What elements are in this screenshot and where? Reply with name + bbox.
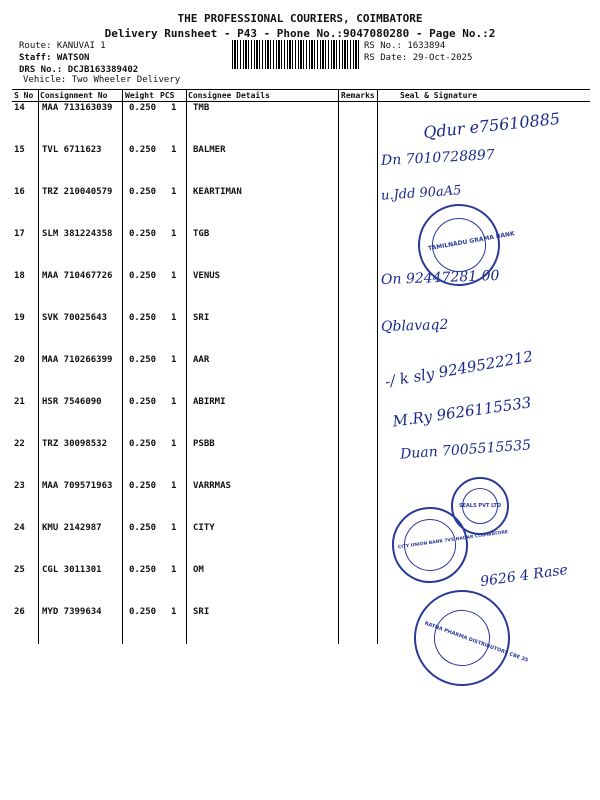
col-consignee: Consignee Details bbox=[188, 91, 270, 100]
cell-consignment: SLM 381224358 bbox=[42, 229, 113, 239]
signature-row-25: 9626 4 Rase bbox=[479, 561, 569, 591]
cell-sno: 15 bbox=[14, 145, 25, 155]
cell-sno: 18 bbox=[14, 271, 25, 281]
cell-consignment: MAA 713163039 bbox=[42, 103, 113, 113]
col-pcs: PCS bbox=[160, 91, 175, 100]
col-remarks: Remarks bbox=[341, 91, 375, 100]
cell-weight: 0.250 bbox=[129, 607, 157, 617]
cell-consignment: TRZ 30098532 bbox=[42, 439, 108, 449]
cell-pcs: 1 bbox=[171, 355, 177, 365]
cell-consignee: KEARTIMAN bbox=[193, 187, 242, 197]
cell-pcs: 1 bbox=[171, 607, 177, 617]
cell-weight: 0.250 bbox=[129, 565, 157, 575]
cell-sno: 25 bbox=[14, 565, 25, 575]
signature-row-21: M.Ry 9626115533 bbox=[391, 393, 533, 431]
col-weight: Weight bbox=[125, 91, 154, 100]
signature-row-20: -/ k sly 9249522212 bbox=[383, 347, 535, 391]
cell-sno: 14 bbox=[14, 103, 25, 113]
signature-row-15: Dn 7010728897 bbox=[380, 147, 496, 169]
cell-weight: 0.250 bbox=[129, 313, 157, 323]
cell-consignment: MAA 710467726 bbox=[42, 271, 113, 281]
cell-pcs: 1 bbox=[171, 103, 177, 113]
cell-consignee: AAR bbox=[193, 355, 210, 365]
pharma-distributors-stamp: RATNA PHARMA DISTRIBUTORS CBE 35 bbox=[400, 576, 523, 699]
vehicle-label: Vehicle: Two Wheeler Delivery bbox=[23, 75, 181, 85]
cell-sno: 21 bbox=[14, 397, 25, 407]
rs-number: RS No.: 1633894 bbox=[364, 41, 446, 51]
cell-pcs: 1 bbox=[171, 313, 177, 323]
cell-pcs: 1 bbox=[171, 145, 177, 155]
cell-pcs: 1 bbox=[171, 187, 177, 197]
cell-sno: 22 bbox=[14, 439, 25, 449]
cell-consignee: SRI bbox=[193, 313, 210, 323]
cell-consignee: TMB bbox=[193, 103, 210, 113]
cell-weight: 0.250 bbox=[129, 187, 157, 197]
column-divider bbox=[338, 89, 339, 644]
cell-pcs: 1 bbox=[171, 271, 177, 281]
route-label: Route: KANUVAI 1 bbox=[19, 41, 106, 51]
cell-weight: 0.250 bbox=[129, 355, 157, 365]
signature-row-18: On 92447281 00 bbox=[380, 267, 500, 289]
cell-consignment: CGL 3011301 bbox=[42, 565, 102, 575]
cell-sno: 17 bbox=[14, 229, 25, 239]
column-divider bbox=[122, 89, 123, 644]
cell-pcs: 1 bbox=[171, 229, 177, 239]
cell-weight: 0.250 bbox=[129, 439, 157, 449]
cell-sno: 16 bbox=[14, 187, 25, 197]
signature-row-14: Qdur e75610885 bbox=[422, 108, 561, 143]
column-divider bbox=[38, 89, 39, 644]
cell-weight: 0.250 bbox=[129, 397, 157, 407]
cell-sno: 24 bbox=[14, 523, 25, 533]
cell-consignee: TGB bbox=[193, 229, 210, 239]
cell-weight: 0.250 bbox=[129, 103, 157, 113]
cell-consignee: VARRMAS bbox=[193, 481, 231, 491]
cell-consignment: SVK 70025643 bbox=[42, 313, 108, 323]
column-divider bbox=[377, 89, 378, 644]
cell-pcs: 1 bbox=[171, 565, 177, 575]
signature-row-16: u.Jdd 90aA5 bbox=[380, 183, 462, 204]
col-seal: Seal & Signature bbox=[400, 91, 478, 100]
staff-label: Staff: WATSON bbox=[19, 53, 90, 63]
signature-row-19: Qblavaq2 bbox=[380, 316, 449, 336]
cell-consignee: CITY bbox=[193, 523, 215, 533]
table-header bbox=[12, 89, 590, 102]
cell-sno: 19 bbox=[14, 313, 25, 323]
cell-consignee: ABIRMI bbox=[193, 397, 226, 407]
cell-consignment: TVL 6711623 bbox=[42, 145, 102, 155]
cell-consignee: PSBB bbox=[193, 439, 215, 449]
cell-sno: 23 bbox=[14, 481, 25, 491]
cell-consignment: HSR 7546090 bbox=[42, 397, 102, 407]
company-title: THE PROFESSIONAL COURIERS, COIMBATORE bbox=[177, 12, 423, 25]
cell-weight: 0.250 bbox=[129, 271, 157, 281]
seals-stamp: SEALS PVT LTD bbox=[451, 477, 509, 535]
cell-sno: 26 bbox=[14, 607, 25, 617]
city-union-bank-stamp: CITY UNION BANK 7VS NAGAR COIMBATORE bbox=[387, 502, 473, 588]
runsheet-table bbox=[12, 89, 590, 102]
cell-consignment: MYD 7399634 bbox=[42, 607, 102, 617]
cell-consignment: KMU 2142987 bbox=[42, 523, 102, 533]
cell-weight: 0.250 bbox=[129, 481, 157, 491]
rs-date: RS Date: 29-Oct-2025 bbox=[364, 53, 473, 63]
col-consignment: Consignment No bbox=[40, 91, 108, 100]
cell-weight: 0.250 bbox=[129, 523, 157, 533]
cell-consignee: BALMER bbox=[193, 145, 226, 155]
barcode-image bbox=[232, 40, 360, 69]
col-sno: S No bbox=[14, 91, 34, 100]
runsheet-subtitle: Delivery Runsheet - P43 - Phone No.:9047080280 - Page No.:2 bbox=[104, 27, 496, 40]
cell-pcs: 1 bbox=[171, 523, 177, 533]
drs-number: DRS No.: DCJB163389402 bbox=[19, 65, 139, 75]
column-divider bbox=[186, 89, 187, 644]
bank-seal-stamp: TAMILNADU GRAMA BANK bbox=[412, 198, 507, 293]
cell-consignment: MAA 709571963 bbox=[42, 481, 113, 491]
cell-consignee: SRI bbox=[193, 607, 210, 617]
cell-sno: 20 bbox=[14, 355, 25, 365]
cell-pcs: 1 bbox=[171, 439, 177, 449]
cell-weight: 0.250 bbox=[129, 145, 157, 155]
cell-pcs: 1 bbox=[171, 397, 177, 407]
cell-consignee: VENUS bbox=[193, 271, 221, 281]
cell-pcs: 1 bbox=[171, 481, 177, 491]
cell-consignment: MAA 710266399 bbox=[42, 355, 113, 365]
cell-consignee: OM bbox=[193, 565, 204, 575]
cell-weight: 0.250 bbox=[129, 229, 157, 239]
cell-consignment: TRZ 210040579 bbox=[42, 187, 113, 197]
signature-row-22: Duan 7005515535 bbox=[399, 437, 532, 463]
